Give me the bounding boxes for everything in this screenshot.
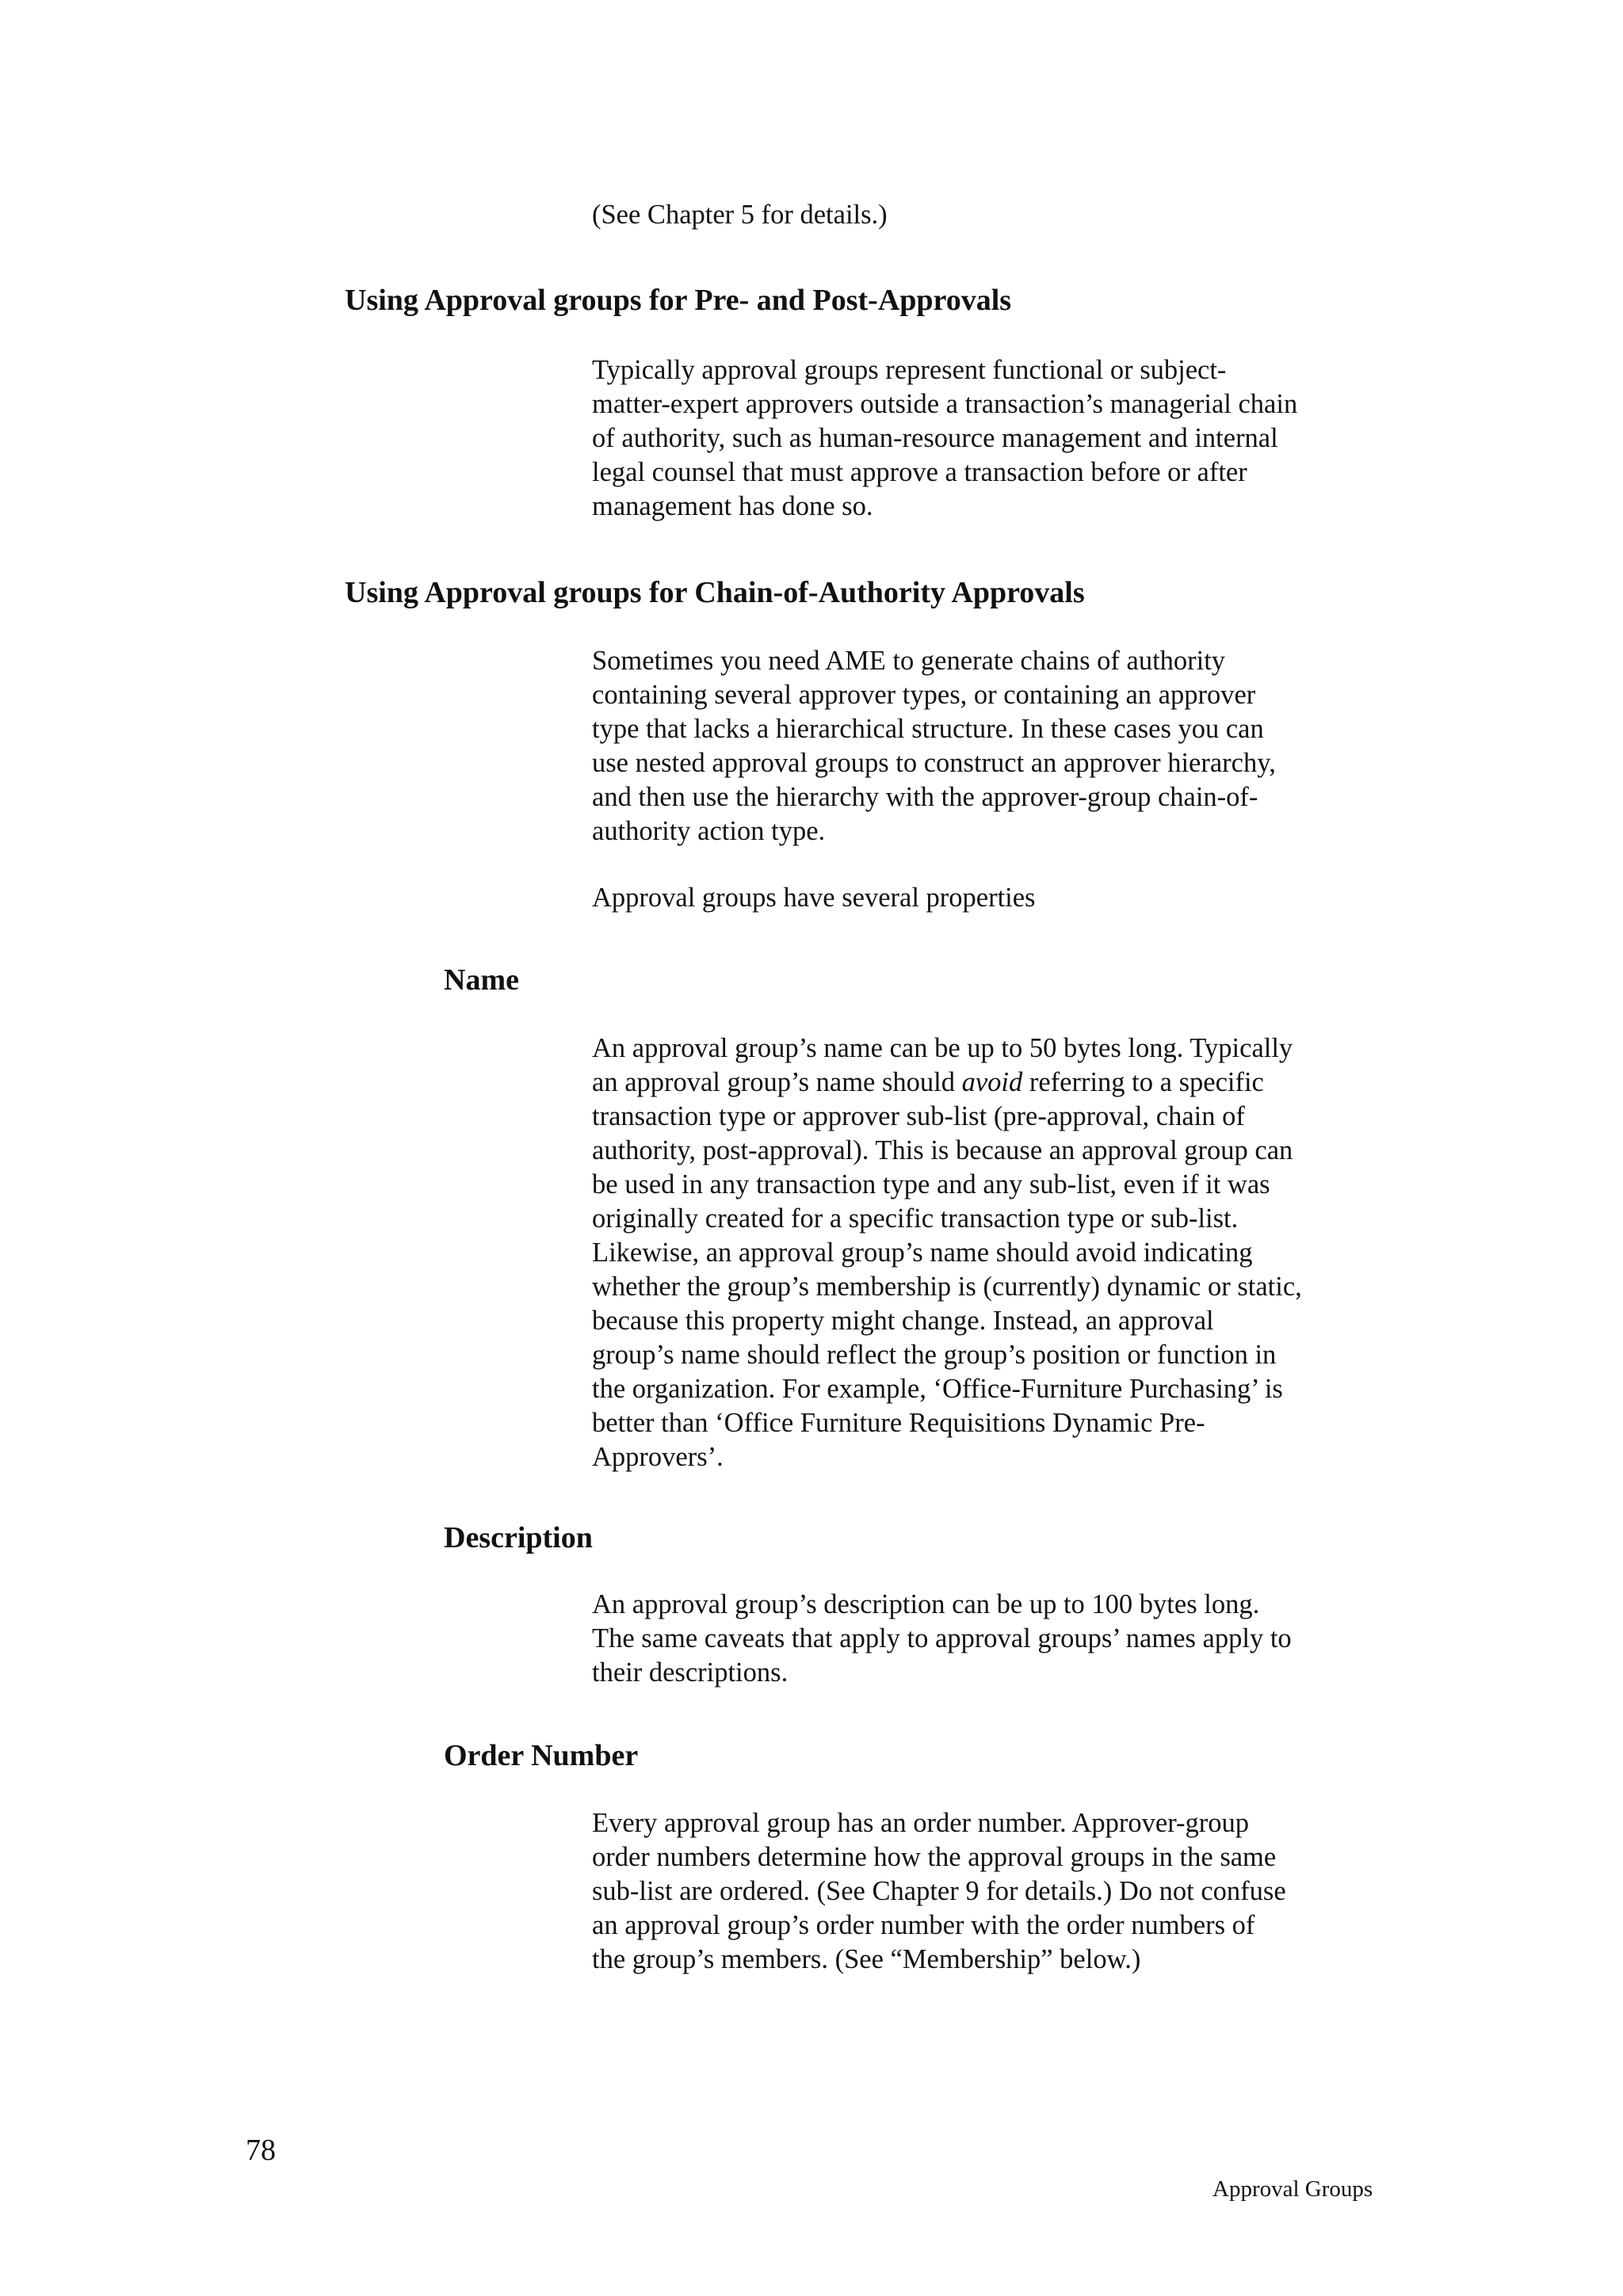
paragraph-line: of authority, such as human-resource management and internal <box>592 423 1278 453</box>
footer-chapter-title: Approval Groups <box>1212 2176 1373 2202</box>
paragraph-line: sub-list are ordered. (See Chapter 9 for details.) Do not confuse <box>592 1876 1286 1906</box>
paragraph-line: because this property might change. Instead, an approval <box>592 1306 1214 1336</box>
properties-intro-text: Approval groups have several properties <box>592 883 1036 913</box>
paragraph-line: An approval group’s description can be up to 100 bytes long. <box>592 1589 1260 1619</box>
paragraph-line: the organization. For example, ‘Office-Furniture Purchasing’ is <box>592 1374 1283 1404</box>
paragraph-line: Sometimes you need AME to generate chains of authority <box>592 646 1226 676</box>
paragraph-line: legal counsel that must approve a transaction before or after <box>592 457 1247 487</box>
property-heading-order-number: Order Number <box>444 1739 639 1772</box>
page-number: 78 <box>246 2134 276 2167</box>
paragraph-line: authority action type. <box>592 816 826 846</box>
paragraph-line: The same caveats that apply to approval groups’ names apply to <box>592 1623 1292 1653</box>
paragraph-line: order numbers determine how the approval groups in the same <box>592 1842 1277 1872</box>
see-chapter-note <box>592 198 1400 232</box>
paragraph-line: their descriptions. <box>592 1657 789 1688</box>
paragraph-line: originally created for a specific transaction type or sub-list. <box>592 1203 1239 1234</box>
paragraph-fragment: referring to a specific <box>1022 1067 1264 1097</box>
paragraph-line: An approval group’s name can be up to 50 bytes long. Typically <box>592 1033 1293 1063</box>
properties-intro <box>592 881 1400 915</box>
paragraph-line: better than ‘Office Furniture Requisitions Dynamic Pre- <box>592 1408 1205 1438</box>
paragraph-line: authority, post-approval). This is because an approval group can <box>592 1135 1293 1165</box>
paragraph-line: the group’s members. (See “Membership” below.) <box>592 1944 1141 1974</box>
paragraph-line: and then use the hierarchy with the approver-group chain-of- <box>592 782 1258 812</box>
paragraph-line: Likewise, an approval group’s name should avoid indicating <box>592 1238 1253 1268</box>
paragraph-line: type that lacks a hierarchical structure. In these cases you can <box>592 714 1264 744</box>
section-heading-pre-post-approvals: Using Approval groups for Pre- and Post-Approvals <box>345 284 1012 317</box>
paragraph-line: Typically approval groups represent functional or subject- <box>592 355 1227 385</box>
paragraph-line: use nested approval groups to construct an approver hierarchy, <box>592 748 1276 778</box>
paragraph-line: whether the group’s membership is (currently) dynamic or static, <box>592 1272 1302 1302</box>
emphasized-word: avoid <box>961 1067 1023 1097</box>
paragraph-line: management has done so. <box>592 491 873 521</box>
paragraph-line: containing several approver types, or containing an approver <box>592 680 1256 710</box>
see-chapter-text: (See Chapter 5 for details.) <box>592 200 888 230</box>
description-paragraph <box>592 1588 1400 1690</box>
paragraph-line: group’s name should reflect the group’s position or function in <box>592 1340 1277 1370</box>
paragraph-line: Approvers’. <box>592 1442 724 1472</box>
pre-post-paragraph <box>592 353 1400 524</box>
name-paragraph <box>592 1032 1400 1474</box>
paragraph-line: matter-expert approvers outside a transaction’s managerial chain <box>592 389 1298 419</box>
order-number-paragraph <box>592 1806 1400 1977</box>
chain-of-authority-paragraph <box>592 644 1400 849</box>
paragraph-fragment: an approval group’s name should <box>592 1067 962 1097</box>
section-heading-chain-of-authority: Using Approval groups for Chain-of-Authority Approvals <box>345 576 1085 609</box>
property-heading-name: Name <box>444 963 519 997</box>
paragraph-line: be used in any transaction type and any sub-list, even if it was <box>592 1169 1270 1199</box>
paragraph-line: Every approval group has an order number. Approver-group <box>592 1808 1249 1838</box>
paragraph-line: transaction type or approver sub-list (pre-approval, chain of <box>592 1101 1245 1131</box>
property-heading-description: Description <box>444 1521 593 1554</box>
paragraph-line: an approval group’s order number with the order numbers of <box>592 1910 1255 1940</box>
paragraph-line <box>592 1066 1400 1100</box>
